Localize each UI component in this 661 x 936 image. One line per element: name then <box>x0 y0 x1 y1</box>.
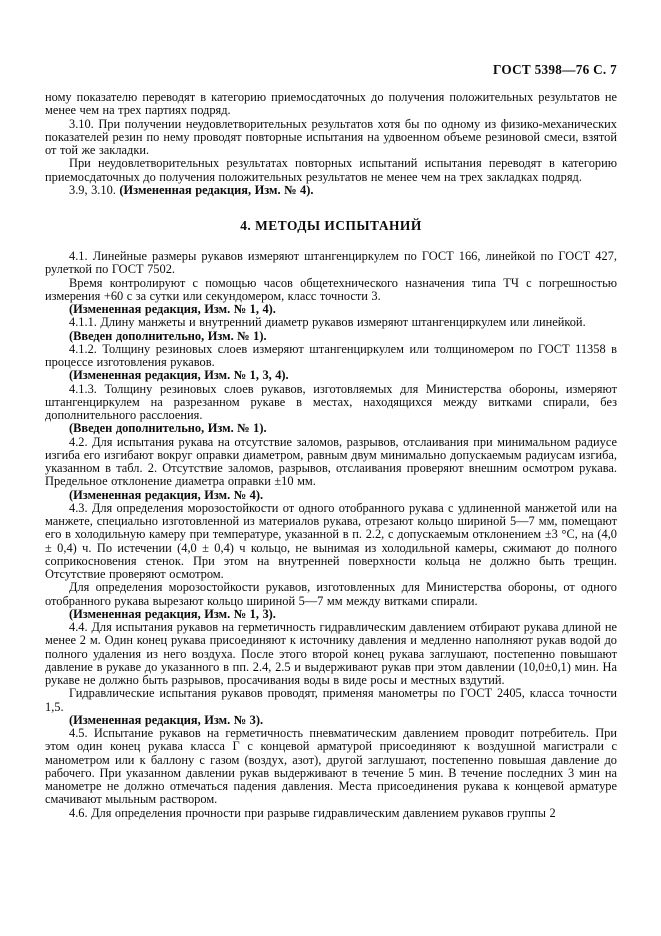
note-revision-izm-1-3-4: (Измененная редакция, Изм. № 1, 3, 4). <box>69 368 289 383</box>
paragraph-3-10: 3.10. При получении неудовлетворительных результатов хотя бы по одному из физико-механических показателей резин по нему проводят повторные испытания на удвоенном объеме резиновой смеси, взятой от той же закладки. <box>45 116 617 157</box>
paragraph-3-10-retest: При неудовлетворительных результатах повторных испытаний испытания переводят в категорию приемосдаточных до получения положительных результатов не менее чем на трех закладках подряд. <box>45 156 617 184</box>
note-revision-izm-1-4: (Измененная редакция, Изм. № 1, 4). <box>69 302 276 316</box>
note-revision-izm-1-3: (Измененная редакция, Изм. № 1, 3). <box>69 606 276 621</box>
paragraph-3-9-3-10-revision-note <box>45 184 617 197</box>
clause-numbers: 3.9, 3.10. <box>69 182 120 197</box>
paragraph-4-1: 4.1. Линейные размеры рукавов измеряют штангенциркулем по ГОСТ 166, линейкой по ГОСТ 427, рулеткой по ГОСТ 7502. <box>45 249 617 277</box>
section-4-heading: 4. МЕТОДЫ ИСПЫТАНИЙ <box>240 218 422 233</box>
paragraph-4-1-3: 4.1.3. Толщину резиновых слоев рукавов, изготовляемых для Министерства обороны, измеряют штангенциркулем на разрезанном рукаве в местах, находящихся между витками спирали, без дополнительного расслоения. <box>45 381 617 422</box>
paragraph-4-1-time-control: Время контролируют с помощью часов общетехнического назначения типа ТЧ с погрешностью измерения +60 с за сутки или секундомером, класс точности 3. <box>45 275 617 303</box>
note-added-izm-1-second: (Введен дополнительно, Изм. № 1). <box>69 421 267 436</box>
paragraph-4-1-1: 4.1.1. Длину манжеты и внутренний диаметр рукавов измеряют штангенциркулем или линейкой. <box>69 315 586 330</box>
paragraph-4-2: 4.2. Для испытания рукава на отсутствие заломов, разрывов, отслаивания при минимальном радиусе изгиба его изгибают вокруг оправки диаметром, равным двум минимально допускаемым радиусам изгиба, указанном в табл. 2. Отсутствие заломов, разрывов, отслаивания проверяют внешним осмотром рукава. Предельное отклонение диаметра оправки ±10 мм. <box>45 434 617 489</box>
paragraph-4-4-manometers: Гидравлические испытания рукавов проводят, применяя манометры по ГОСТ 2405, класса точности 1,5. <box>45 686 617 714</box>
note-revision-izm-4: (Измененная редакция, Изм. № 4). <box>69 487 264 502</box>
paragraph-4-5: 4.5. Испытание рукавов на герметичность пневматическим давлением проводит потребитель. При этом один конец рукава класса Г с концевой арматурой присоединяют к воздушной магистрали с манометром или к баллону с газом (воздух, азот), другой заглушают, постепенно повышая давление до рабочего. При указанном давлении рукав выдерживают в течение 5 мин. В течение последних 3 мин на манометре не должно отмечаться падения давления. Места присоединения рукава к концевой арматуре смачивают мыльным раствором. <box>45 726 617 807</box>
revision-note-bold: (Измененная редакция, Изм. № 4). <box>119 182 314 197</box>
note-revision-izm-3: (Измененная редакция, Изм. № 3). <box>69 712 264 727</box>
note-added-izm-1: (Введен дополнительно, Изм. № 1). <box>69 328 267 343</box>
paragraph-4-3-defense-ministry: Для определения морозостойкости рукавов, изготовленных для Министерства обороны, от одного отобранного рукава вырезают кольцо шириной 5—7 мм между витками спирали. <box>45 580 617 608</box>
paragraph-4-6: 4.6. Для определения прочности при разрыве гидравлическим давлением рукавов группы 2 <box>69 805 556 820</box>
paragraph-4-3: 4.3. Для определения морозостойкости от одного отобранного рукава с удлиненной манжетой или на манжете, специально изготовленной из материалов рукава, отрезают кольцо шириной 5—7 мм, помещают его в холодильную камеру при температуре, указанной в п. 2.2, с допускаемым отклонением ±3 °С, на (4,0 ± 0,4) ч. По истечении (4,0 ± 0,4) ч кольцо, не вынимая из холодильной камеры, сжимают до полного соприкосновения стенок. При этом на внутренней поверхности кольца не должно быть трещин. Отсутствие проверяют осмотром. <box>45 500 617 581</box>
paragraph-4-4: 4.4. Для испытания рукавов на герметичность гидравлическим давлением отбирают рукава длиной не менее 2 м. Один конец рукава присоединяют к источнику давления и медленно наполняют рукав водой до полного удаления из него воздуха. После этого второй конец рукава заглушают, постепенно повышают давление в рукаве до указанного в пп. 2.4, 2.5 и выдерживают рукав при этом давлении (10,0±0,1) мин. На рукаве не должно быть разрывов, просачивания воды в виде росы и местных вздутий. <box>45 620 617 687</box>
page-header-gost-number: ГОСТ 5398—76 С. 7 <box>493 62 617 77</box>
paragraph-4-1-2: 4.1.2. Толщину резиновых слоев измеряют штангенциркулем или толщиномером по ГОСТ 11358 в процессе изготовления рукавов. <box>45 341 617 369</box>
paragraph-3-9-continuation: ному показателю переводят в категорию приемосдаточных до получения положительных результатов не менее чем на трех партиях подряд. <box>45 90 617 118</box>
